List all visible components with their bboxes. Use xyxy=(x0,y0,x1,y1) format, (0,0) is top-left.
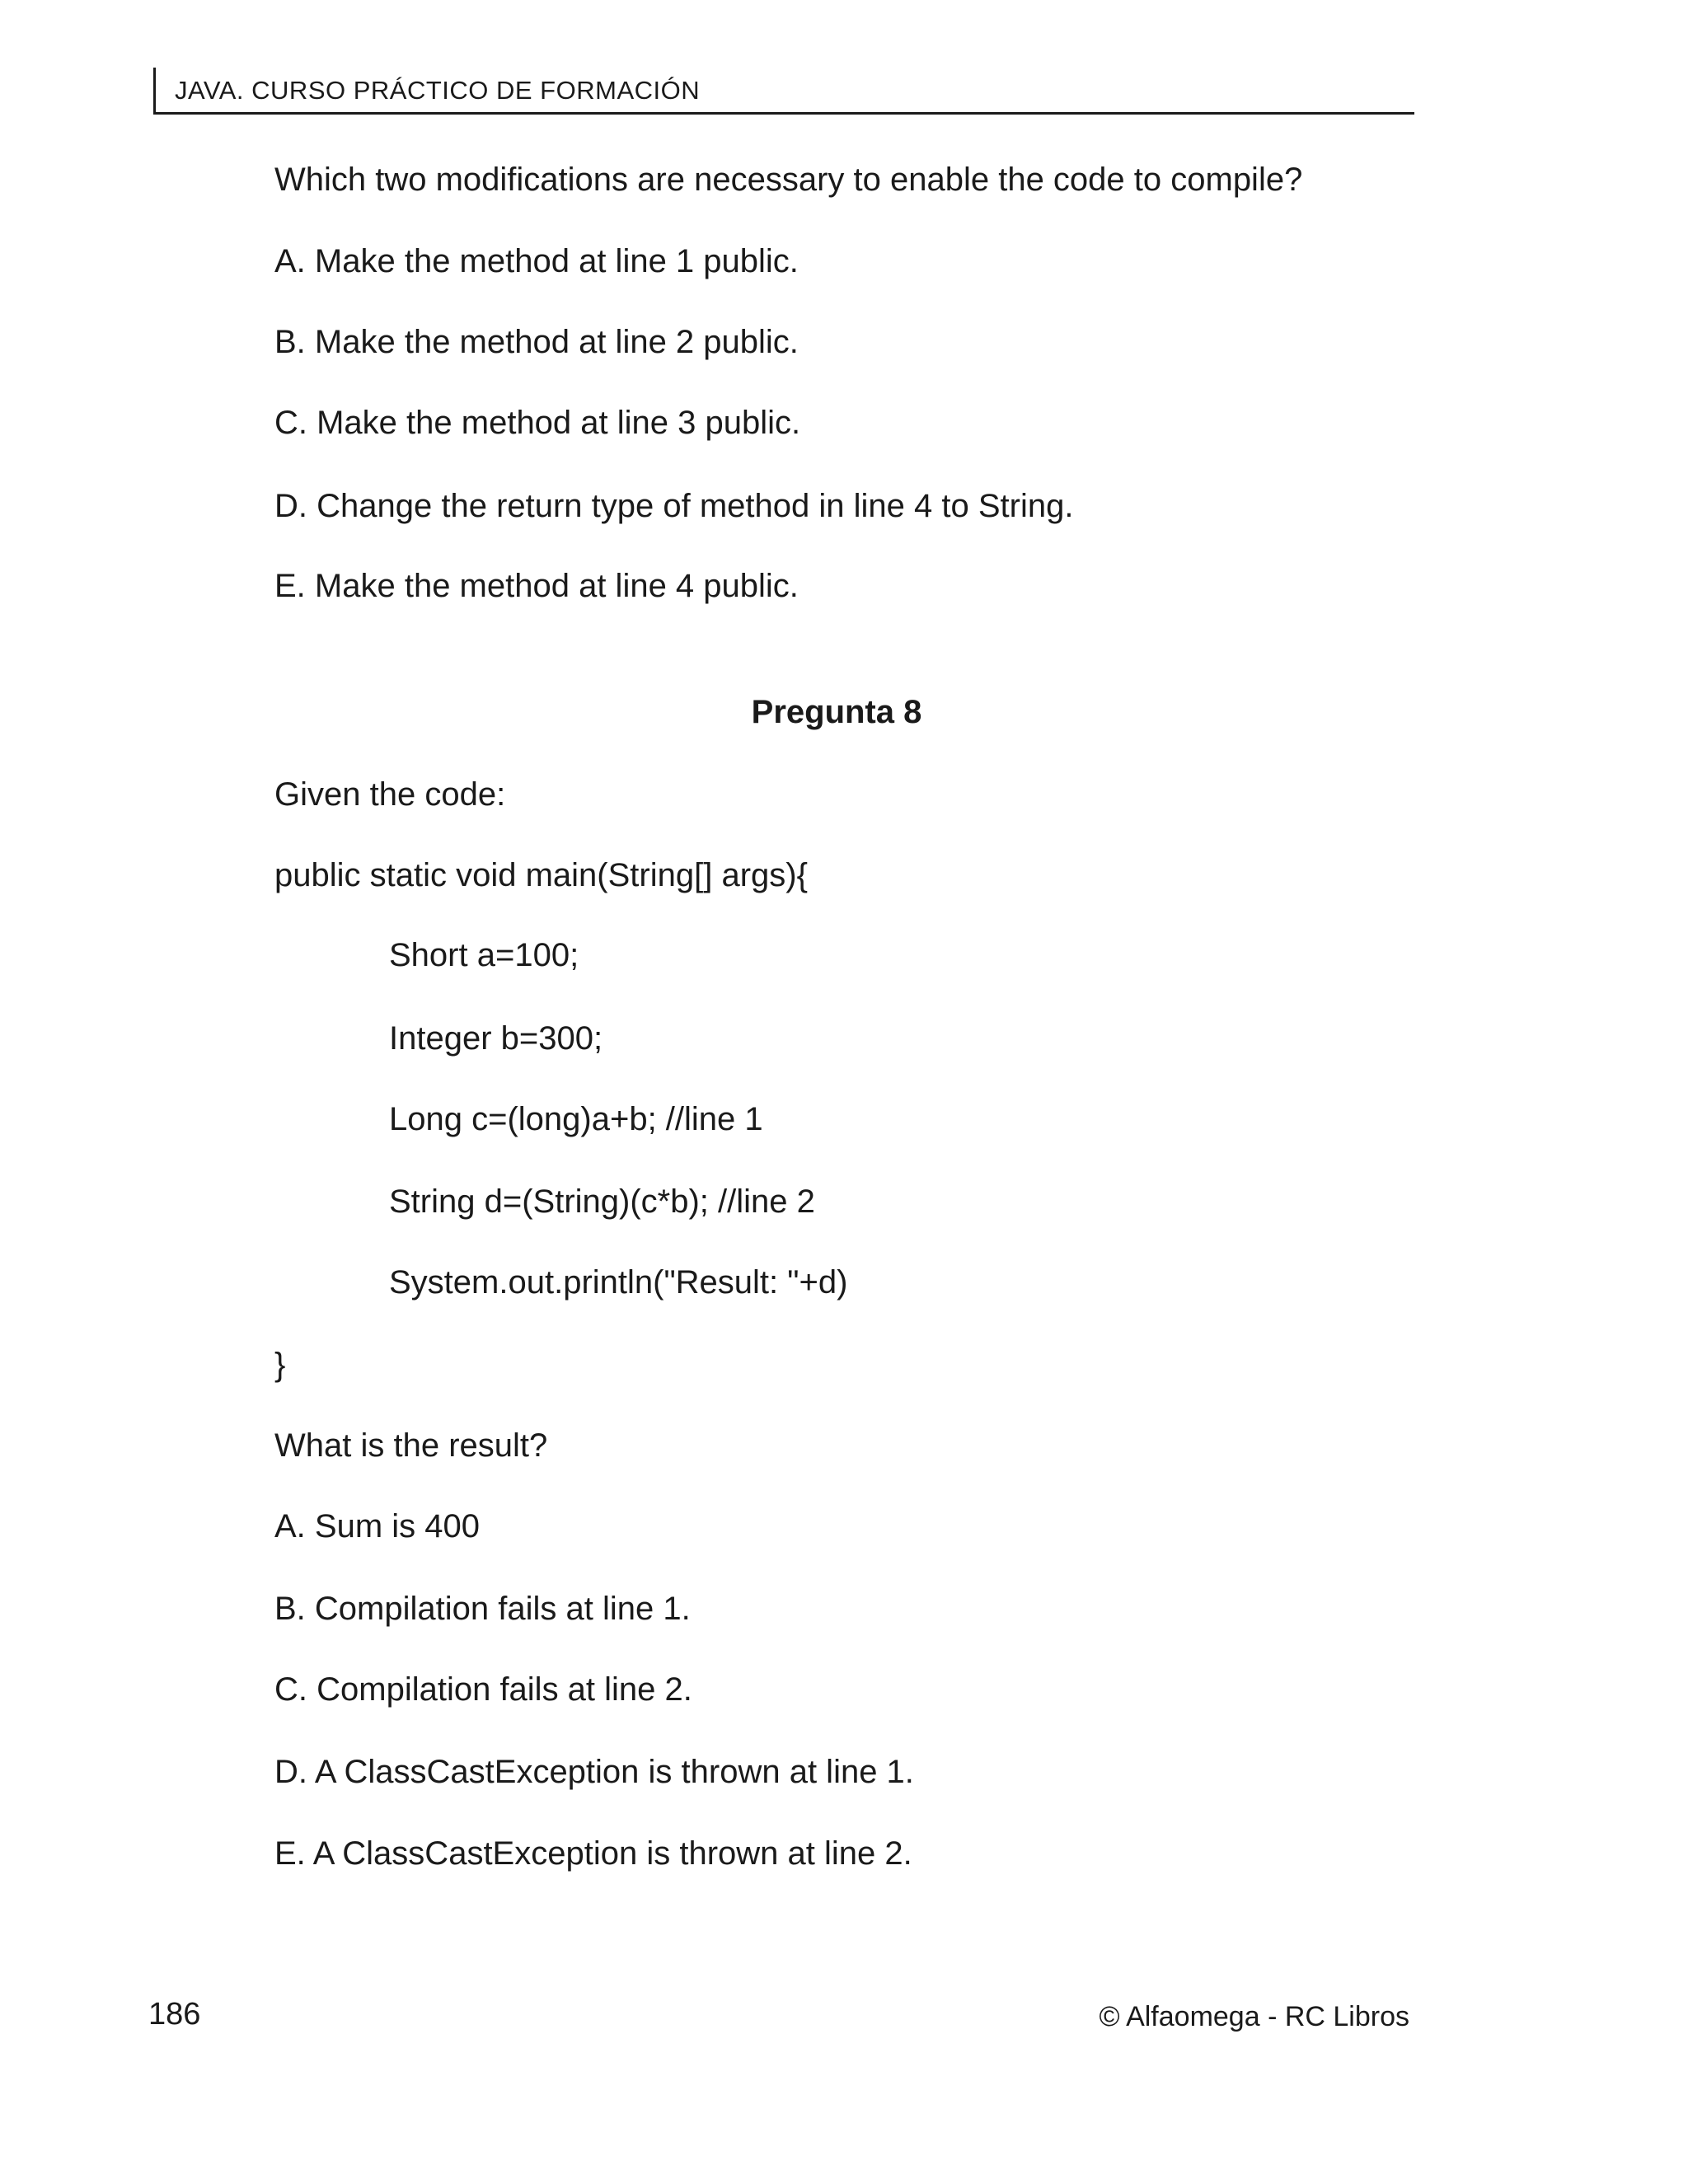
code-line: String d=(String)(c*b); //line 2 xyxy=(389,1183,815,1220)
header-vertical-rule xyxy=(153,68,156,114)
answer-option: B. Make the method at line 2 public. xyxy=(274,324,799,360)
code-line: Integer b=300; xyxy=(389,1020,603,1057)
page-number: 186 xyxy=(148,1997,201,2032)
code-line: System.out.println("Result: "+d) xyxy=(389,1264,848,1301)
answer-option: B. Compilation fails at line 1. xyxy=(274,1591,691,1627)
code-signature: public static void main(String[] args){ xyxy=(274,857,808,893)
header-horizontal-rule xyxy=(153,112,1414,115)
code-line: Short a=100; xyxy=(389,937,579,973)
answer-option: E. A ClassCastException is thrown at line 2. xyxy=(274,1835,912,1872)
code-line: Long c=(long)a+b; //line 1 xyxy=(389,1101,763,1137)
answer-option: A. Sum is 400 xyxy=(274,1508,481,1544)
section-heading: Pregunta 8 xyxy=(751,694,922,730)
answer-option: D. Change the return type of method in line 4 to String. xyxy=(274,488,1074,524)
question-prompt: Which two modifications are necessary to enable the code to compile? xyxy=(274,162,1303,198)
answer-option: A. Make the method at line 1 public. xyxy=(274,243,799,279)
answer-option: C. Make the method at line 3 public. xyxy=(274,405,801,441)
answer-option: D. A ClassCastException is thrown at line 1. xyxy=(274,1754,914,1790)
code-closing-brace: } xyxy=(274,1347,286,1383)
answer-option: E. Make the method at line 4 public. xyxy=(274,568,799,604)
publisher-credit: © Alfaomega - RC Libros xyxy=(1099,2001,1409,2032)
answer-option: C. Compilation fails at line 2. xyxy=(274,1671,692,1708)
running-header-title: JAVA. CURSO PRÁCTICO DE FORMACIÓN xyxy=(175,76,701,105)
question-prompt: What is the result? xyxy=(274,1427,548,1464)
question-intro: Given the code: xyxy=(274,776,506,813)
